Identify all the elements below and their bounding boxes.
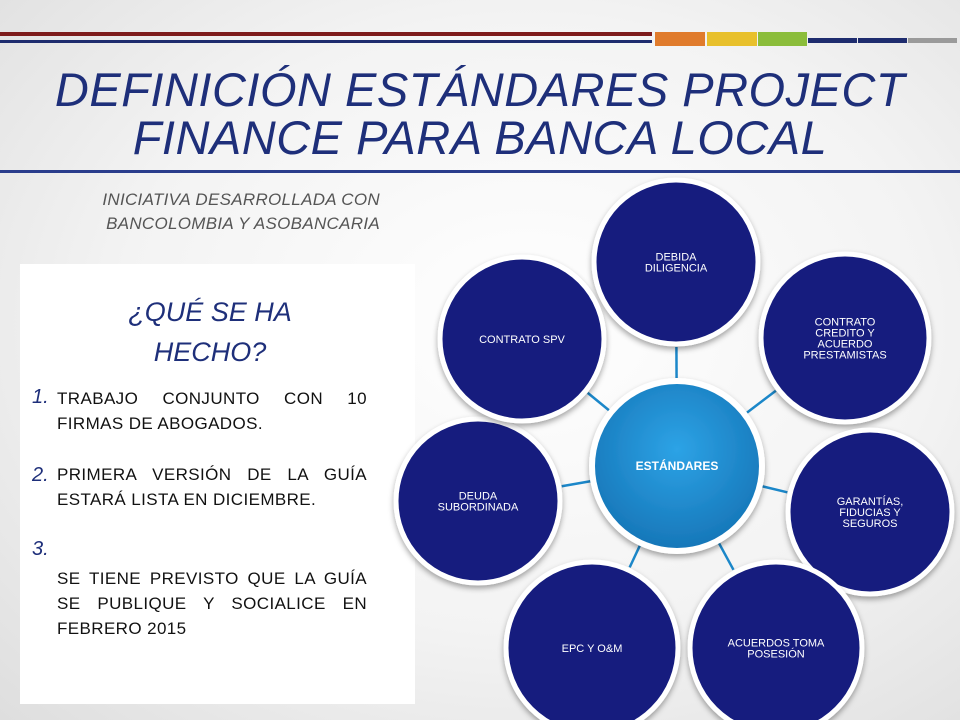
title-line-2: FINANCE PARA BANCA LOCAL — [132, 111, 828, 164]
node-label: CONTRATO — [814, 316, 876, 329]
node-label: DILIGENCIA — [644, 262, 708, 275]
node-label: POSESIÓN — [747, 648, 805, 661]
node-label: DEBIDA — [655, 251, 697, 264]
node-label: FIDUCIAS Y — [839, 507, 901, 519]
panel-heading-line-2: HECHO? — [153, 337, 267, 367]
item-number-3: 3. — [32, 538, 49, 560]
node-label: CREDITO Y — [815, 327, 875, 340]
node-circle — [506, 562, 678, 720]
diagram-node — [594, 180, 758, 344]
panel-heading-line-1: ¿QUÉ SE HA — [128, 297, 292, 327]
item-text-2: PRIMERA VERSIÓN DE LA GUÍA ESTARÁ LISTA EN DICIEMBRE. — [57, 465, 367, 509]
connector-line — [763, 486, 788, 492]
connector-line — [630, 546, 640, 568]
node-label: EPC Y O&M — [561, 643, 623, 655]
subtitle-line-2: BANCOLOMBIA Y ASOBANCARIA — [106, 214, 380, 233]
connector-line — [562, 481, 591, 486]
center-label: ESTÁNDARES — [635, 459, 719, 473]
node-label: SEGUROS — [842, 518, 898, 530]
item-number-2: 2. — [32, 464, 49, 486]
node-label: SUBORDINADA — [437, 501, 519, 514]
node-label: ACUERDOS TOMA — [727, 637, 825, 650]
node-label: ACUERDO — [817, 338, 873, 351]
diagram-node — [690, 562, 862, 720]
node-label: GARANTÍAS, — [836, 496, 904, 508]
diagram-node — [506, 562, 678, 720]
diagram-node — [761, 254, 929, 422]
center-node — [592, 381, 762, 551]
item-text-3: SE TIENE PREVISTO QUE LA GUÍA SE PUBLIQUE Y SOCIALICE EN FEBRERO 2015 — [57, 569, 367, 638]
subtitle-line-1: INICIATIVA DESARROLLADA CON — [102, 190, 380, 209]
item-number-1: 1. — [32, 386, 49, 408]
node-label: CONTRATO SPV — [479, 334, 565, 346]
diagram-node — [440, 257, 604, 421]
diagram-node — [396, 419, 560, 583]
title-line-1: DEFINICIÓN ESTÁNDARES PROJECT — [54, 63, 906, 116]
connector-line — [719, 543, 733, 570]
node-label: DEUDA — [458, 490, 498, 503]
node-label: PRESTAMISTAS — [803, 349, 887, 362]
item-text-1: TRABAJO CONJUNTO CON 10 FIRMAS DE ABOGADOS. — [57, 389, 367, 433]
connector-line — [747, 391, 776, 413]
connector-line — [588, 393, 609, 410]
